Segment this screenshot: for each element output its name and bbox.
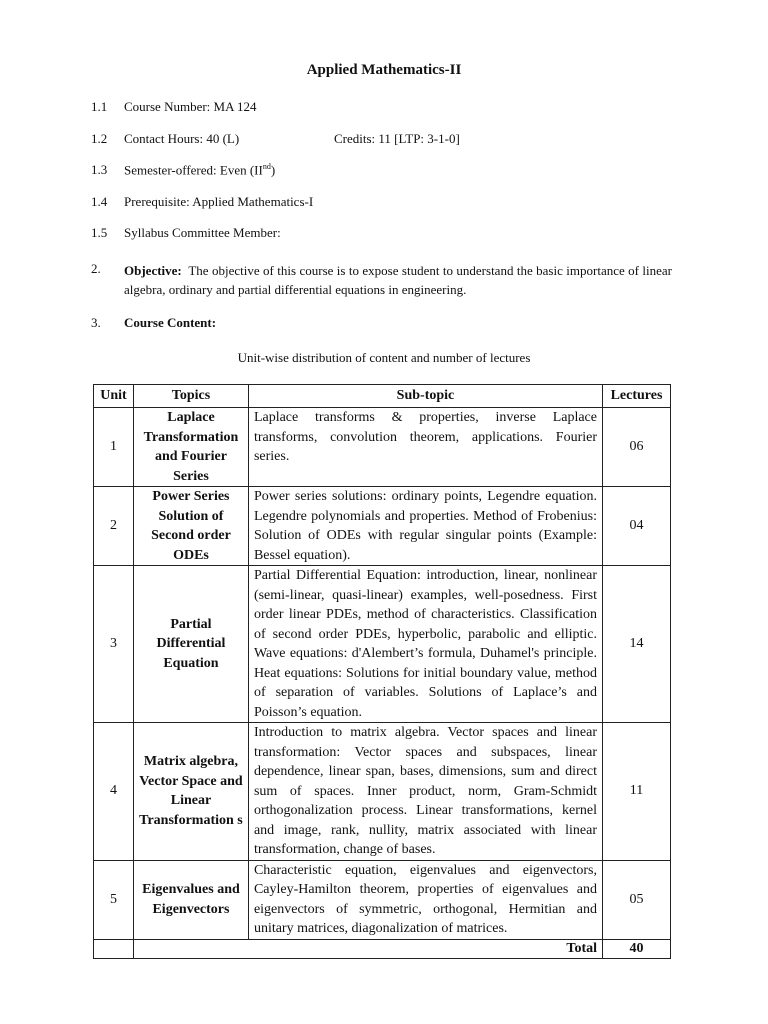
subtopic-cell: Characteristic equation, eigenvalues and eigenvectors, Cayley-Hamilton theorem, properties of eigenvalues and eigenvectors of symmetric, orthogonal, Hermitian and unitary matrices, diagonalization of matrices. [248, 860, 602, 939]
total-value: 40 [603, 939, 671, 958]
header-subtopic: Sub-topic [248, 385, 602, 408]
semester-superscript: nd [262, 162, 271, 171]
subtopic-cell: Partial Differential Equation: introduction, linear, nonlinear (semi-linear, quasi-linear) examples, well-posedness. First order linear PDEs, method of characteristics. Classification of second order PDEs, hyperbolic, parabolic and elliptic. Wave equations: d'Alembert’s formula, Duhamel's principle. Heat equations: Solutions for initial boundary value, method of separation of variables. Solutions of Laplace’s and Poisson’s equation. [248, 566, 602, 723]
semester-text-close: ) [270, 162, 276, 178]
course-number-text: Course Number: MA 124 [124, 99, 257, 114]
objective-label: Objective: [124, 263, 182, 278]
item-number: 1.4 [91, 194, 108, 209]
table-row [94, 566, 671, 723]
page-title: Applied Mathematics-II [306, 62, 462, 78]
semester-text-main: Semester-offered: Even (II [124, 162, 263, 178]
objective-paragraph [124, 261, 672, 299]
subtopic-cell: Laplace transforms & properties, inverse Laplace transforms, convolution theorem, applications. Fourier series. [248, 408, 602, 487]
lectures-cell: 14 [603, 566, 671, 723]
unit-cell: 3 [94, 566, 134, 723]
topic-cell: Partial Differential Equation [133, 566, 248, 723]
item-number: 1.2 [91, 131, 108, 146]
header-unit: Unit [94, 385, 134, 408]
total-row [94, 939, 671, 958]
topic-cell: Matrix algebra, Vector Space and Linear Transformation s [133, 723, 248, 861]
unit-cell: 2 [94, 487, 134, 566]
total-label: Total [133, 939, 602, 958]
lectures-cell: 06 [603, 408, 671, 487]
unit-cell: 5 [94, 860, 134, 939]
table-caption: Unit-wise distribution of content and number of lectures [237, 350, 531, 365]
total-empty-cell [94, 939, 134, 958]
lectures-cell: 05 [603, 860, 671, 939]
item-number: 1.5 [91, 225, 108, 240]
item-number: 1.1 [91, 99, 108, 114]
table-row [94, 723, 671, 861]
subtopic-cell: Introduction to matrix algebra. Vector spaces and linear transformation: Vector spaces and subspaces, linear dependence, linear span, bases, dimensions, sum and direct sum of spaces. Inner product, norm, Gram-Schmidt orthogonalization process. Linear transformations, kernel and image, rank, nullity, matrix associated with linear transformation, change of bases. [248, 723, 602, 861]
topic-cell: Power Series Solution of Second order ODEs [133, 487, 248, 566]
item-number: 2. [91, 261, 101, 276]
item-number: 1.3 [91, 162, 108, 177]
lectures-cell: 04 [603, 487, 671, 566]
item-number: 3. [91, 315, 101, 330]
syllabus-table [93, 384, 671, 959]
table-row [94, 860, 671, 939]
unit-cell: 1 [94, 408, 134, 487]
header-topics: Topics [133, 385, 248, 408]
semester-text [124, 162, 275, 178]
table-row [94, 487, 671, 566]
objective-text: The objective of this course is to expose student to understand the basic importance of linear algebra, ordinary and partial differential equations in engineering. [124, 263, 672, 297]
table-header-row [94, 385, 671, 408]
lectures-cell: 11 [603, 723, 671, 861]
unit-cell: 4 [94, 723, 134, 861]
topic-cell: Eigenvalues and Eigenvectors [133, 860, 248, 939]
contact-hours-text: Contact Hours: 40 (L) [124, 131, 240, 146]
subtopic-cell: Power series solutions: ordinary points, Legendre equation. Legendre polynomials and properties. Method of Frobenius: Solution of ODEs with regular singular points (Example: Bessel equation). [248, 487, 602, 566]
course-content-label: Course Content: [124, 315, 217, 330]
topic-cell: Laplace Transformation and Fourier Series [133, 408, 248, 487]
credits-text: Credits: 11 [LTP: 3-1-0] [334, 131, 460, 146]
header-lectures: Lectures [603, 385, 671, 408]
prerequisite-text: Prerequisite: Applied Mathematics-I [124, 194, 314, 209]
table-row [94, 408, 671, 487]
syllabus-committee-text: Syllabus Committee Member: [124, 225, 281, 240]
